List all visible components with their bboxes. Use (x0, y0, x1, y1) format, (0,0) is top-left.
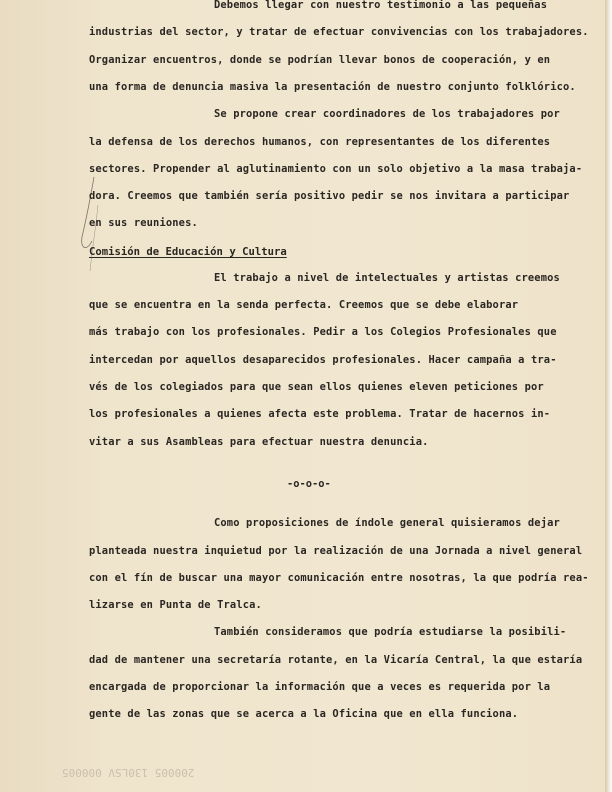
text-line: vitar a sus Asambleas para efectuar nuestra denuncia. (89, 436, 429, 448)
text-line: gente de las zonas que se acerca a la Oficina que en ella funciona. (89, 708, 519, 720)
section-separator: -o-o-o- (287, 478, 331, 490)
text-line: dad de mantener una secretaría rotante, en la Vicaría Central, la que estaría (89, 654, 583, 666)
text-line: la defensa de los derechos humanos, con representantes de los diferentes (89, 136, 551, 148)
text-line: Organizar encuentros, donde se podrían llevar bonos de cooperación, y en (89, 54, 551, 66)
section-heading: Comisión de Educación y Cultura (89, 246, 287, 258)
text-line: dora. Creemos que también sería positivo pedir se nos invitara a participar (89, 190, 570, 202)
text-line: en sus reuniones. (89, 217, 198, 229)
text-line: sectores. Propender al aglutinamiento con un solo objetivo a la masa trabaja- (89, 163, 583, 175)
text-line: que se encuentra en la senda perfecta. Creemos que se debe elaborar (89, 299, 519, 311)
text-line: Como proposiciones de índole general quisieramos dejar (214, 517, 560, 529)
bleed-through-stamp: 200005 130LSV 000005 (62, 766, 195, 779)
text-line: Debemos llegar con nuestro testimonio a las pequeñas (214, 0, 548, 11)
text-line: planteada nuestra inquietud por la realización de una Jornada a nivel general (89, 545, 583, 557)
page-edge (605, 0, 612, 792)
text-line: los profesionales a quienes afecta este problema. Tratar de hacernos in- (89, 408, 551, 420)
text-line: vés de los colegiados para que sean ellos quienes eleven peticiones por (89, 381, 544, 393)
text-line: Se propone crear coordinadores de los trabajadores por (214, 108, 560, 120)
text-line: una forma de denuncia masiva la presentación de nuestro conjunto folklórico. (89, 81, 576, 93)
text-line: lizarse en Punta de Tralca. (89, 599, 262, 611)
text-line: con el fín de buscar una mayor comunicación entre nosotras, la que podría rea- (89, 572, 589, 584)
text-line: intercedan por aquellos desaparecidos profesionales. Hacer campaña a tra- (89, 354, 557, 366)
text-line: El trabajo a nivel de intelectuales y artistas creemos (214, 272, 560, 284)
text-line: más trabajo con los profesionales. Pedir a los Colegios Profesionales que (89, 326, 557, 338)
text-line: industrias del sector, y tratar de efectuar convivencias con los trabajadores. (89, 26, 589, 38)
text-line: encargada de proporcionar la información que a veces es requerida por la (89, 681, 551, 693)
text-line: También consideramos que podría estudiarse la posibili- (214, 626, 567, 638)
